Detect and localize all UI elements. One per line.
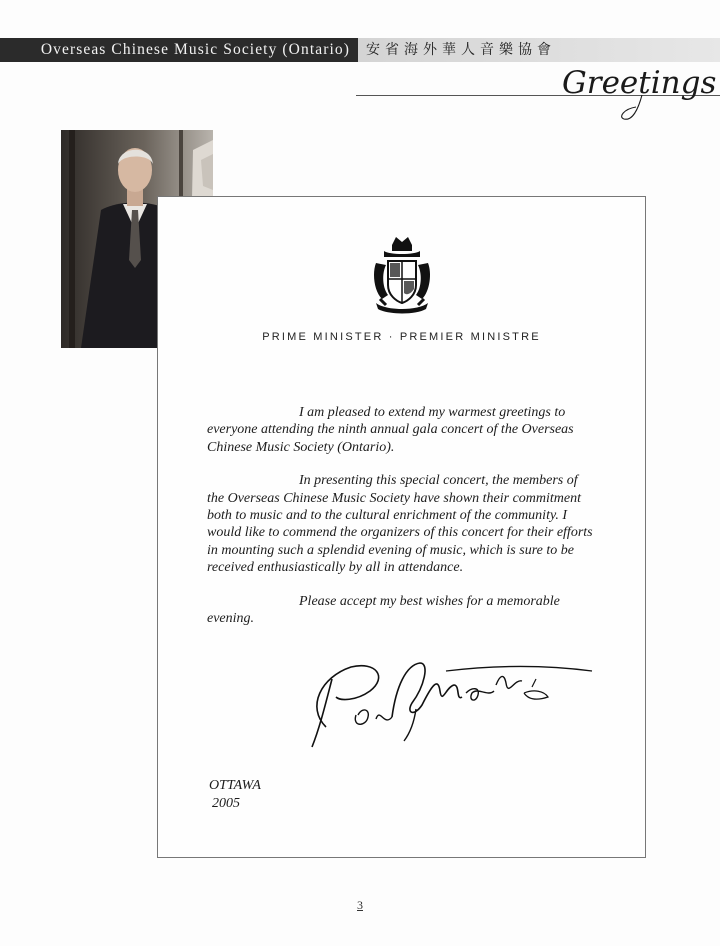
society-name-chinese: 安省海外華人音樂協會	[366, 42, 556, 58]
letter-paragraph: In presenting this special concert, the members of the Overseas Chinese Music Society have shown their commitment both to music and to the cultural enrichment of the community. I would like to commend the organizers of this concert for their efforts in mounting such a splendid evening of music, which is sure to be received enthusiastically by all in attendance.	[207, 473, 593, 575]
office-title: PRIME MINISTER · PREMIER MINISTRE	[262, 331, 541, 343]
section-title-text: Greetings	[562, 65, 717, 101]
coat-of-arms-icon	[370, 233, 434, 317]
letter-paragraph: Please accept my best wishes for a memorable evening.	[207, 593, 560, 626]
section-title	[540, 55, 720, 125]
signature-image	[296, 657, 596, 752]
society-name: Overseas Chinese Music Society (Ontario)	[40, 41, 350, 58]
letter-year: 2005	[212, 796, 240, 811]
letter-place: OTTAWA	[209, 778, 261, 793]
letter-paragraph: I am pleased to extend my warmest greetings to everyone attending the ninth annual gala concert of the Overseas Chinese Music Society (Ontario).	[207, 405, 574, 455]
letter-dateline	[209, 777, 261, 813]
letter-frame	[157, 196, 646, 858]
page-number: 3	[357, 898, 363, 912]
letter-body	[207, 404, 593, 627]
society-name-bar	[0, 38, 358, 62]
